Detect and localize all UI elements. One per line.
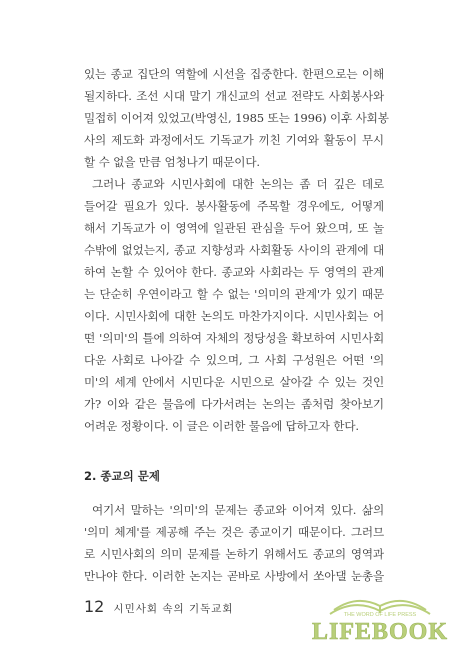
text-line: 가? 이와 같은 물음에 다가서려는 논의는 좀처럼 찾아보기: [84, 397, 384, 411]
text-line: 수밖에 없었는지, 종교 지향성과 사회활동 사이의 관계에 대: [84, 243, 384, 257]
book-title: 시민사회 속의 기독교회: [113, 603, 234, 615]
text-line: 들어갈 필요가 있다. 봉사활동에 주목할 경우에도, 어떻게: [84, 199, 384, 213]
text-line: 될지하다. 조선 시대 말기 개신교의 선교 전략도 사회봉사와: [84, 89, 384, 103]
text-line: 어려운 정황이다. 이 글은 이러한 물음에 답하고자 한다.: [84, 419, 359, 433]
text-line: 다운 사회로 나아갈 수 있으며, 그 사회 구성원은 어떤 '의: [84, 353, 384, 367]
text-line: 하여 논할 수 있어야 한다. 종교와 사회라는 두 영역의 관계: [84, 265, 384, 279]
text-line: 로 시민사회의 의미 문제를 논하기 위해서도 종교의 영역과: [84, 547, 384, 561]
text-line: 있는 종교 집단의 역할에 시선을 집중한다. 한편으로는 이해: [84, 67, 384, 81]
text-line: 할 수 없을 만큼 엄청나기 때문이다.: [84, 155, 260, 169]
text-line: 해서 기독교가 이 영역에 일관된 관심을 두어 왔으며, 또 놀: [84, 221, 384, 235]
text-line: 미'의 세계 안에서 시민다운 시민으로 살아갈 수 있는 것인: [84, 375, 384, 389]
section-heading: 2. 종교의 문제: [84, 469, 160, 483]
text-line: 그러나 종교와 시민사회에 대한 논의는 좀 더 깊은 데로: [92, 177, 384, 191]
watermark-tagline: THE WORD OF LIFE PRESS: [343, 612, 417, 618]
text-line: 이다. 시민사회에 대한 논의도 마찬가지이다. 시민사회는 어: [84, 309, 384, 323]
lifebook-logo: [311, 586, 449, 645]
page-number: 12: [84, 597, 105, 616]
text-line: 밀접히 이어져 있었고(박영신, 1985 또는 1996) 이후 사회봉: [84, 111, 389, 125]
text-line: 여기서 말하는 '의미'의 문제는 종교와 이어져 있다. 삶의: [92, 503, 384, 517]
text-line: 만나야 한다. 이러한 논지는 곧바로 사방에서 쏘아댈 눈총을: [84, 569, 384, 583]
page-footer: [84, 597, 234, 615]
text-line: '의미 체계'를 제공해 주는 것은 종교이기 때문이다. 그러므: [84, 525, 384, 539]
text-line: 사의 제도화 과정에서도 기독교가 끼친 기여와 활동이 무시: [84, 133, 384, 147]
watermark-name: LIFEBOOK: [311, 619, 449, 645]
text-line: 떤 '의미'의 틀에 의하여 자체의 정당성을 확보하여 시민사회: [84, 331, 384, 345]
text-line: 는 단순히 우연이라고 할 수 없는 '의미의 관계'가 있기 때문: [84, 287, 384, 301]
